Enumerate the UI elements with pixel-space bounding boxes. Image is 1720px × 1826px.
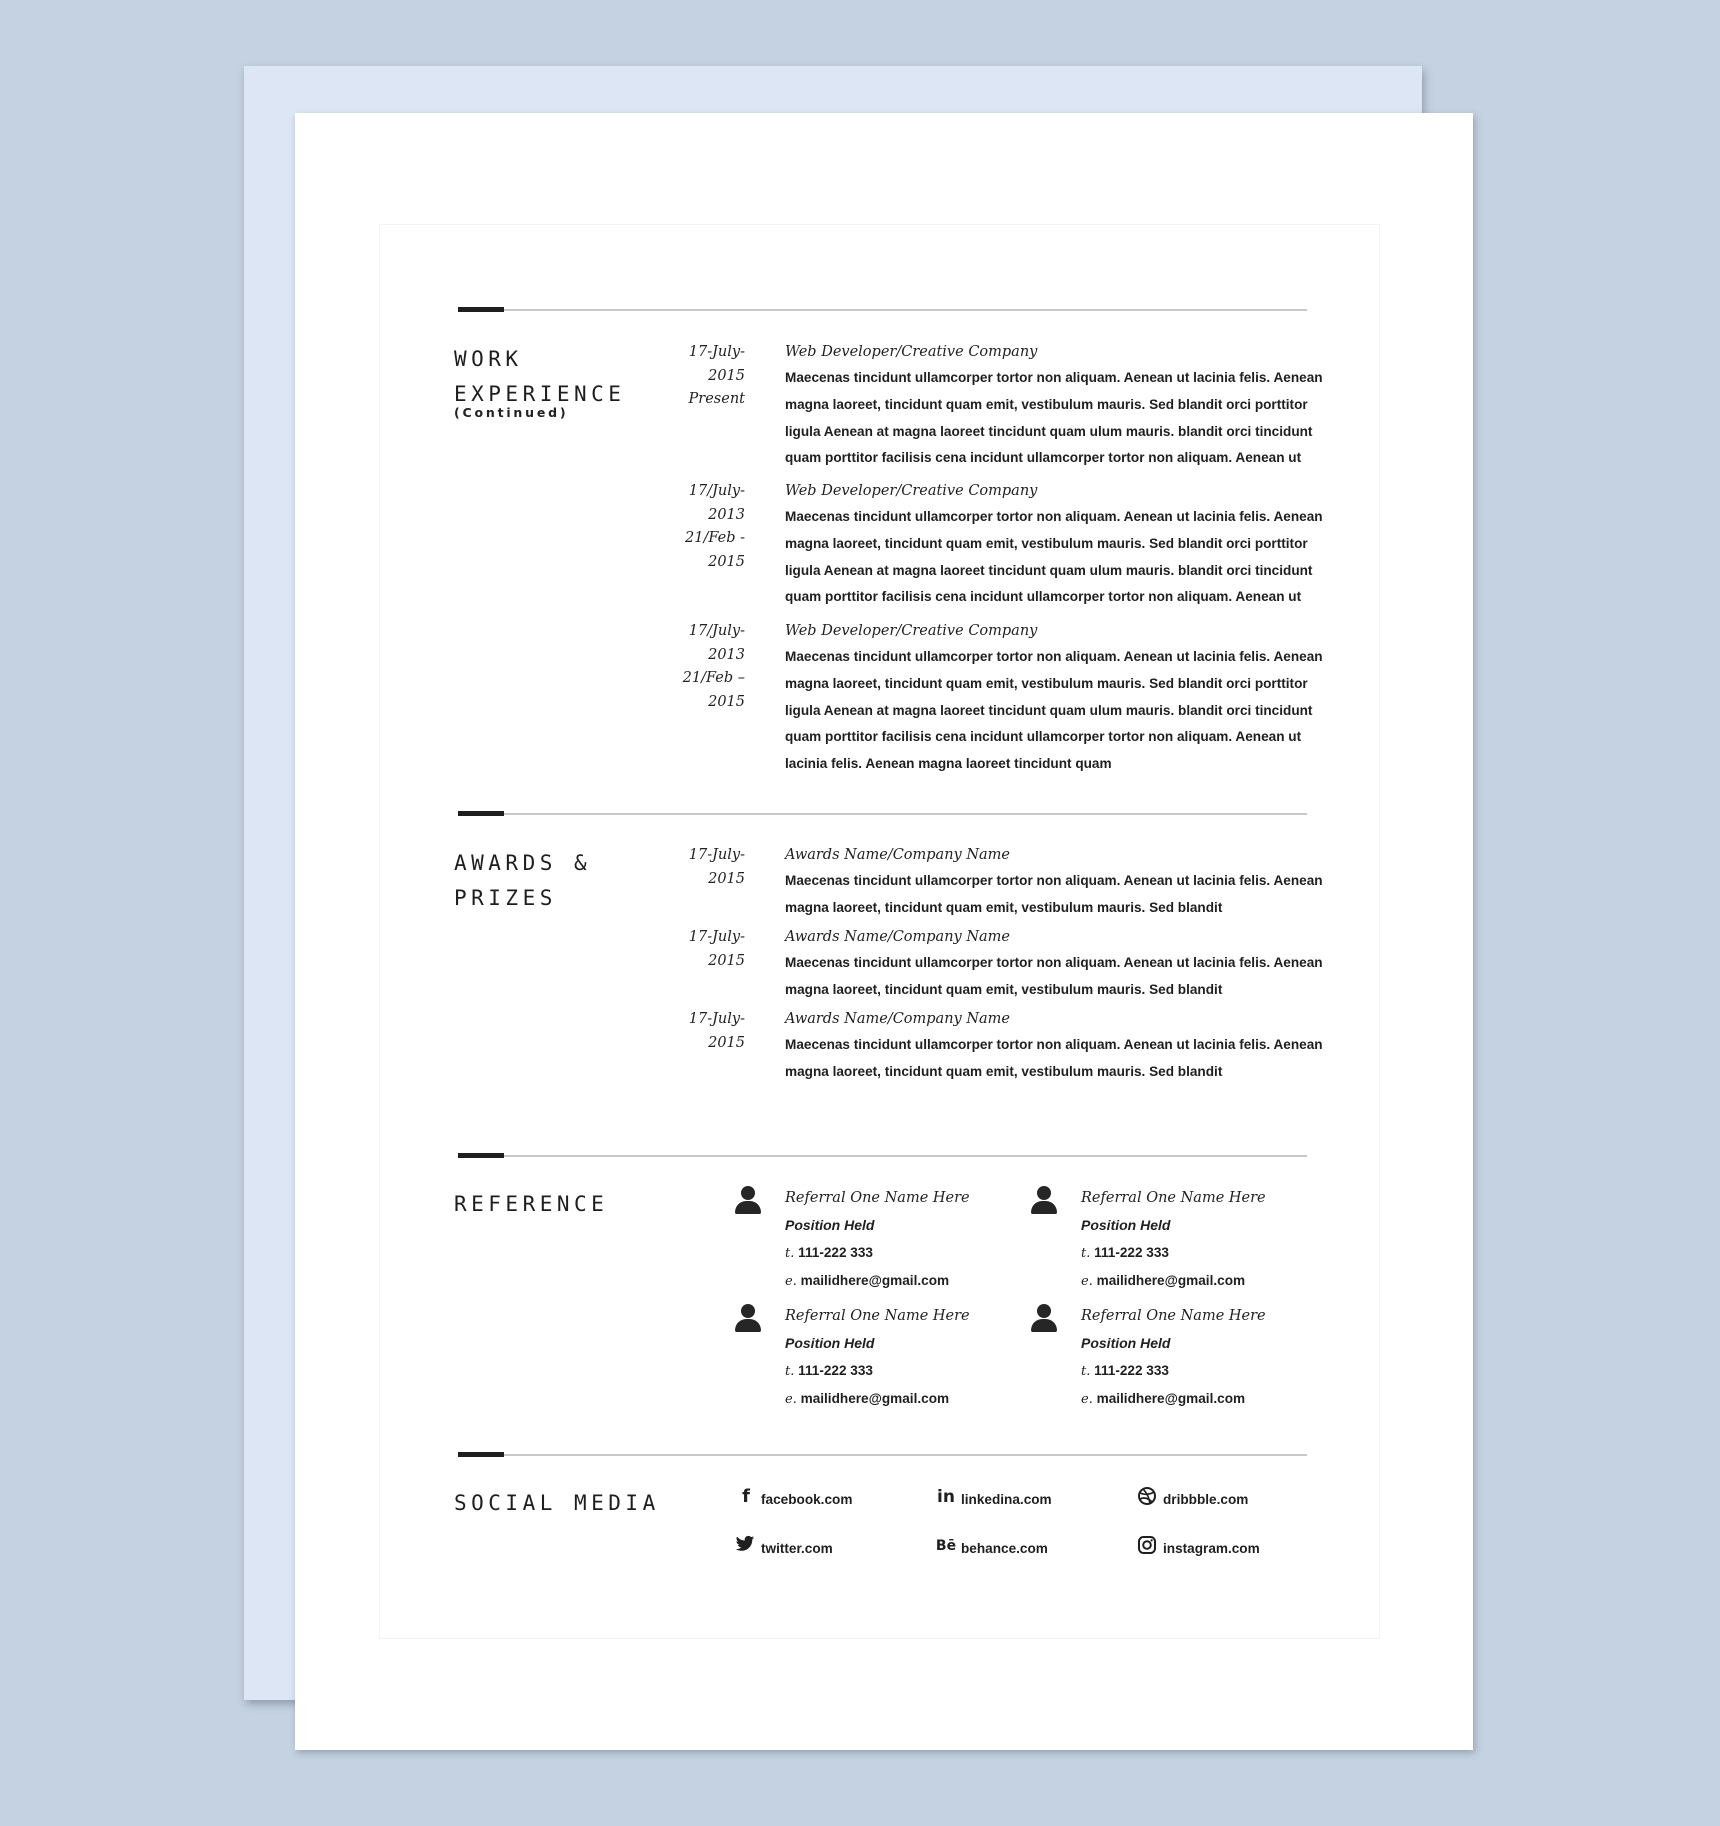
- date-line: Present: [688, 391, 745, 408]
- award-entry-3: [785, 1006, 1325, 1086]
- work-entry-body: [785, 504, 1325, 611]
- phone-label: t.: [785, 1364, 795, 1379]
- body-line: quam porttitor facilisis cena incidunt ullamcorper tortor non aliquam. Aenean ut: [785, 589, 1302, 605]
- award-entry-1: [785, 842, 1325, 922]
- body-line: magna laoreet, tincidunt quam emit, vestibulum mauris. Sed blandit orci porttitor: [785, 535, 1308, 551]
- body-line: quam porttitor facilisis cena incidunt ullamcorper tortor non aliquam. Aenean ut: [785, 450, 1302, 466]
- work-entry-2-date: [625, 480, 745, 574]
- date-line: 21/Feb -: [685, 530, 745, 547]
- date-line: 17-July-: [688, 929, 745, 945]
- email-value[interactable]: mailidhere@gmail.com: [800, 1273, 950, 1288]
- date-line: 2015: [708, 870, 745, 887]
- award-entry-1-date: [625, 844, 745, 891]
- award-entry-title: Awards Name/Company Name: [785, 847, 1010, 863]
- phone-value: 111-222 333: [798, 1363, 873, 1378]
- date-line: 17/July-: [688, 623, 745, 639]
- twitter-icon: [735, 1535, 757, 1557]
- body-line: ligula Aenean at magna laoreet tincidunt quam ulum mauris. blandit orci tincidunt: [785, 702, 1313, 718]
- divider-accent: [458, 811, 504, 816]
- reference-phone: [1081, 1357, 1341, 1385]
- body-line: Maecenas tincidunt ullamcorper tortor non aliquam. Aenean ut lacinia felis. Aenean: [785, 370, 1323, 385]
- section-divider: [458, 1454, 1307, 1456]
- reference-phone: [785, 1357, 1045, 1385]
- award-entry-title: Awards Name/Company Name: [785, 1011, 1010, 1027]
- person-icon: [1031, 1304, 1057, 1334]
- email-label: e.: [1081, 1392, 1093, 1407]
- awards-title-line2: PRIZES: [454, 886, 557, 910]
- date-line: 17/July-: [688, 483, 745, 499]
- work-subtitle: (Continued): [454, 405, 569, 420]
- reference-email[interactable]: [785, 1385, 1045, 1413]
- section-divider: [458, 1155, 1307, 1157]
- body-line: magna laoreet, tincidunt quam emit, vestibulum mauris. Sed blandit: [785, 1063, 1223, 1079]
- date-line: 2013: [708, 646, 745, 663]
- social-label[interactable]: behance.com: [961, 1541, 1048, 1556]
- reference-name: Referral One Name Here: [785, 1190, 970, 1206]
- reference-title: REFERENCE: [454, 1192, 609, 1216]
- section-divider: [458, 813, 1307, 815]
- body-line: magna laoreet, tincidunt quam emit, vestibulum mauris. Sed blandit: [785, 899, 1223, 915]
- phone-value: 111-222 333: [798, 1245, 873, 1260]
- reference-position: Position Held: [785, 1217, 875, 1233]
- reference-card: [1081, 1302, 1341, 1413]
- work-entry-1: [785, 339, 1325, 472]
- person-icon: [1031, 1186, 1057, 1216]
- phone-value: 111-222 333: [1094, 1245, 1169, 1260]
- email-label: e.: [785, 1392, 797, 1407]
- body-line: ligula Aenean at magna laoreet tincidunt quam ulum mauris. blandit orci tincidunt: [785, 423, 1313, 439]
- phone-label: t.: [1081, 1364, 1091, 1379]
- reference-email[interactable]: [1081, 1385, 1341, 1413]
- body-line: Maecenas tincidunt ullamcorper tortor non aliquam. Aenean ut lacinia felis. Aenean: [785, 649, 1323, 664]
- work-entry-body: [785, 365, 1325, 472]
- work-title-line1: WORK: [454, 347, 523, 371]
- reference-card: [785, 1184, 1045, 1295]
- body-line: magna laoreet, tincidunt quam emit, vestibulum mauris. Sed blandit orci porttitor: [785, 396, 1308, 412]
- body-line: ligula Aenean at magna laoreet tincidunt quam ulum mauris. blandit orci tincidunt: [785, 562, 1313, 578]
- email-value[interactable]: mailidhere@gmail.com: [1096, 1273, 1246, 1288]
- award-entry-title: Awards Name/Company Name: [785, 929, 1010, 945]
- date-line: 21/Feb –: [682, 670, 745, 687]
- body-line: magna laoreet, tincidunt quam emit, vestibulum mauris. Sed blandit: [785, 981, 1223, 997]
- date-line: 2015: [708, 952, 745, 969]
- work-entry-1-date: [625, 341, 745, 412]
- section-divider: [458, 309, 1307, 311]
- person-icon: [735, 1186, 761, 1216]
- work-title-line2: EXPERIENCE: [454, 382, 626, 406]
- divider-accent: [458, 1153, 504, 1158]
- resume-page: [295, 113, 1473, 1750]
- social-label[interactable]: dribbble.com: [1163, 1492, 1249, 1507]
- email-label: e.: [785, 1274, 797, 1289]
- work-entry-body: [785, 644, 1325, 778]
- social-label[interactable]: facebook.com: [761, 1492, 853, 1507]
- work-entry-title: Web Developer/Creative Company: [785, 483, 1038, 499]
- reference-card: [785, 1302, 1045, 1413]
- award-entry-3-date: [625, 1008, 745, 1055]
- body-line: Maecenas tincidunt ullamcorper tortor non aliquam. Aenean ut lacinia felis. Aenean: [785, 873, 1323, 888]
- reference-name: Referral One Name Here: [1081, 1308, 1266, 1324]
- person-icon: [735, 1304, 761, 1334]
- date-line: 2015: [708, 553, 745, 570]
- date-line: 2013: [708, 506, 745, 523]
- reference-name: Referral One Name Here: [785, 1308, 970, 1324]
- email-value[interactable]: mailidhere@gmail.com: [800, 1391, 950, 1406]
- work-entry-2: [785, 478, 1325, 611]
- linkedin-icon: in: [937, 1487, 955, 1507]
- reference-position: Position Held: [1081, 1217, 1171, 1233]
- social-label[interactable]: linkedina.com: [961, 1492, 1052, 1507]
- reference-phone: [1081, 1239, 1341, 1267]
- email-label: e.: [1081, 1274, 1093, 1289]
- work-entry-3: [785, 618, 1325, 778]
- instagram-icon: [1137, 1535, 1159, 1557]
- body-line: quam porttitor facilisis cena incidunt ullamcorper tortor non aliquam. Aenean ut: [785, 729, 1302, 745]
- social-label[interactable]: instagram.com: [1163, 1541, 1260, 1556]
- work-entry-3-date: [625, 620, 745, 714]
- behance-icon: Bē: [935, 1538, 957, 1554]
- work-entry-title: Web Developer/Creative Company: [785, 623, 1038, 639]
- award-entry-body: [785, 950, 1325, 1004]
- award-entry-2: [785, 924, 1325, 1004]
- phone-label: t.: [1081, 1246, 1091, 1261]
- social-title: SOCIAL MEDIA: [454, 1491, 660, 1515]
- awards-title-line1: AWARDS &: [454, 851, 592, 875]
- work-entry-title: Web Developer/Creative Company: [785, 344, 1038, 360]
- date-line: 2015: [708, 693, 745, 710]
- date-line: 17-July-: [688, 344, 745, 360]
- date-line: 2015: [708, 1034, 745, 1051]
- dribbble-icon: [1137, 1486, 1159, 1508]
- body-line: magna laoreet, tincidunt quam emit, vestibulum mauris. Sed blandit orci porttitor: [785, 675, 1308, 691]
- reference-email[interactable]: [785, 1267, 1045, 1295]
- award-entry-2-date: [625, 926, 745, 973]
- email-value[interactable]: mailidhere@gmail.com: [1096, 1391, 1246, 1406]
- divider-accent: [458, 1452, 504, 1457]
- social-label[interactable]: twitter.com: [761, 1541, 833, 1556]
- reference-name: Referral One Name Here: [1081, 1190, 1266, 1206]
- award-entry-body: [785, 1032, 1325, 1086]
- reference-email[interactable]: [1081, 1267, 1341, 1295]
- date-line: 2015: [708, 367, 745, 384]
- body-line: Maecenas tincidunt ullamcorper tortor non aliquam. Aenean ut lacinia felis. Aenean: [785, 509, 1323, 524]
- date-line: 17-July-: [688, 847, 745, 863]
- reference-card: [1081, 1184, 1341, 1295]
- award-entry-body: [785, 868, 1325, 922]
- body-line: Maecenas tincidunt ullamcorper tortor non aliquam. Aenean ut lacinia felis. Aenean: [785, 955, 1323, 970]
- reference-phone: [785, 1239, 1045, 1267]
- phone-value: 111-222 333: [1094, 1363, 1169, 1378]
- date-line: 17-July-: [688, 1011, 745, 1027]
- reference-position: Position Held: [785, 1335, 875, 1351]
- body-line: Maecenas tincidunt ullamcorper tortor non aliquam. Aenean ut lacinia felis. Aenean: [785, 1037, 1323, 1052]
- phone-label: t.: [785, 1246, 795, 1261]
- divider-accent: [458, 307, 504, 312]
- facebook-icon: f: [742, 1486, 750, 1507]
- body-line: lacinia felis. Aenean magna laoreet tincidunt quam: [785, 756, 1112, 772]
- reference-position: Position Held: [1081, 1335, 1171, 1351]
